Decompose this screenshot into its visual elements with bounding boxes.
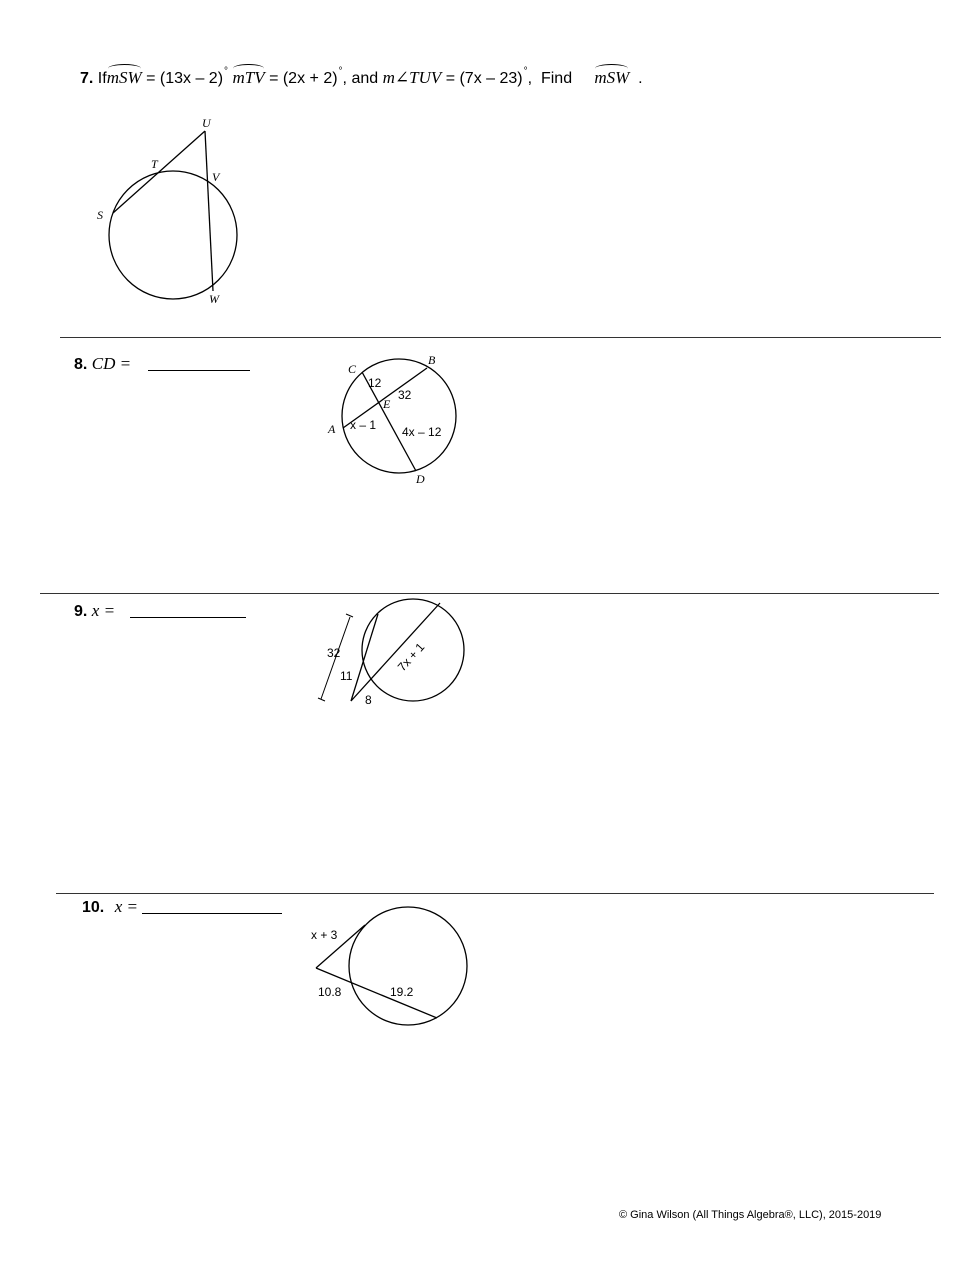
segment-eb-length: 32	[398, 388, 412, 402]
secant-su	[113, 131, 205, 213]
and-word: , and	[342, 70, 379, 87]
point-c-label: C	[348, 362, 357, 376]
point-e-label: E	[383, 397, 391, 411]
point-v-label: V	[212, 170, 220, 184]
internal-segment-label: 19.2	[390, 985, 414, 999]
tangent-expression-label: x + 3	[311, 928, 338, 942]
problem-number: 7.	[80, 70, 94, 87]
circle-7	[109, 171, 237, 299]
comma: ,	[527, 70, 533, 87]
problem-number: 10.	[82, 899, 105, 916]
degree-symbol: °	[224, 66, 229, 77]
problem-7-diagram	[109, 131, 237, 299]
bracket-top-tick	[346, 614, 353, 617]
circle-10	[349, 907, 467, 1025]
answer-prompt: CD =	[91, 354, 132, 373]
problem-8-diagram	[342, 359, 456, 473]
problem-number: 9.	[74, 603, 88, 620]
segment-ed-length: 4x – 12	[402, 425, 442, 439]
find-arc-sw: mSW	[594, 68, 630, 87]
segment-ce-length: 12	[368, 376, 382, 390]
if-word: If	[97, 70, 107, 87]
arc-tv-expression: = (2x + 2)	[269, 70, 338, 87]
find-word: Find	[540, 70, 573, 87]
point-d-label: D	[416, 472, 425, 486]
tangent-part-label: 11	[340, 669, 353, 683]
answer-prompt: x =	[114, 897, 138, 916]
secant-line	[351, 603, 440, 701]
period: .	[638, 70, 643, 87]
problem-number: 8.	[74, 356, 88, 373]
segment-ae-length: x – 1	[350, 418, 377, 432]
arc-sw-measure: mSW	[106, 68, 142, 87]
point-a-label: A	[328, 422, 336, 436]
point-u-label: U	[202, 116, 211, 130]
chord-expression-label: 7x + 1	[394, 640, 428, 675]
arc-tv-measure: mTV	[232, 68, 265, 87]
problem-10-diagram	[316, 907, 467, 1025]
secant-uw	[205, 131, 213, 291]
point-w-label: W	[209, 292, 219, 306]
angle-expression: = (7x – 23)	[445, 70, 523, 87]
arc-sw-expression: = (13x – 2)	[146, 70, 224, 87]
tangent-line	[351, 614, 378, 701]
external-segment-label: 10.8	[318, 985, 342, 999]
degree-symbol: °	[338, 66, 343, 77]
angle-tuv-measure: m∠TUV	[382, 68, 442, 87]
bottom-part-label: 8	[365, 693, 372, 707]
degree-symbol: °	[523, 66, 528, 77]
outer-length-label: 32	[327, 646, 341, 660]
point-s-label: S	[97, 208, 103, 222]
point-t-label: T	[151, 157, 158, 171]
point-b-label: B	[428, 353, 436, 367]
answer-prompt: x =	[91, 601, 116, 620]
copyright-footer: © Gina Wilson (All Things Algebra®, LLC), 2015-2019	[619, 1209, 882, 1221]
